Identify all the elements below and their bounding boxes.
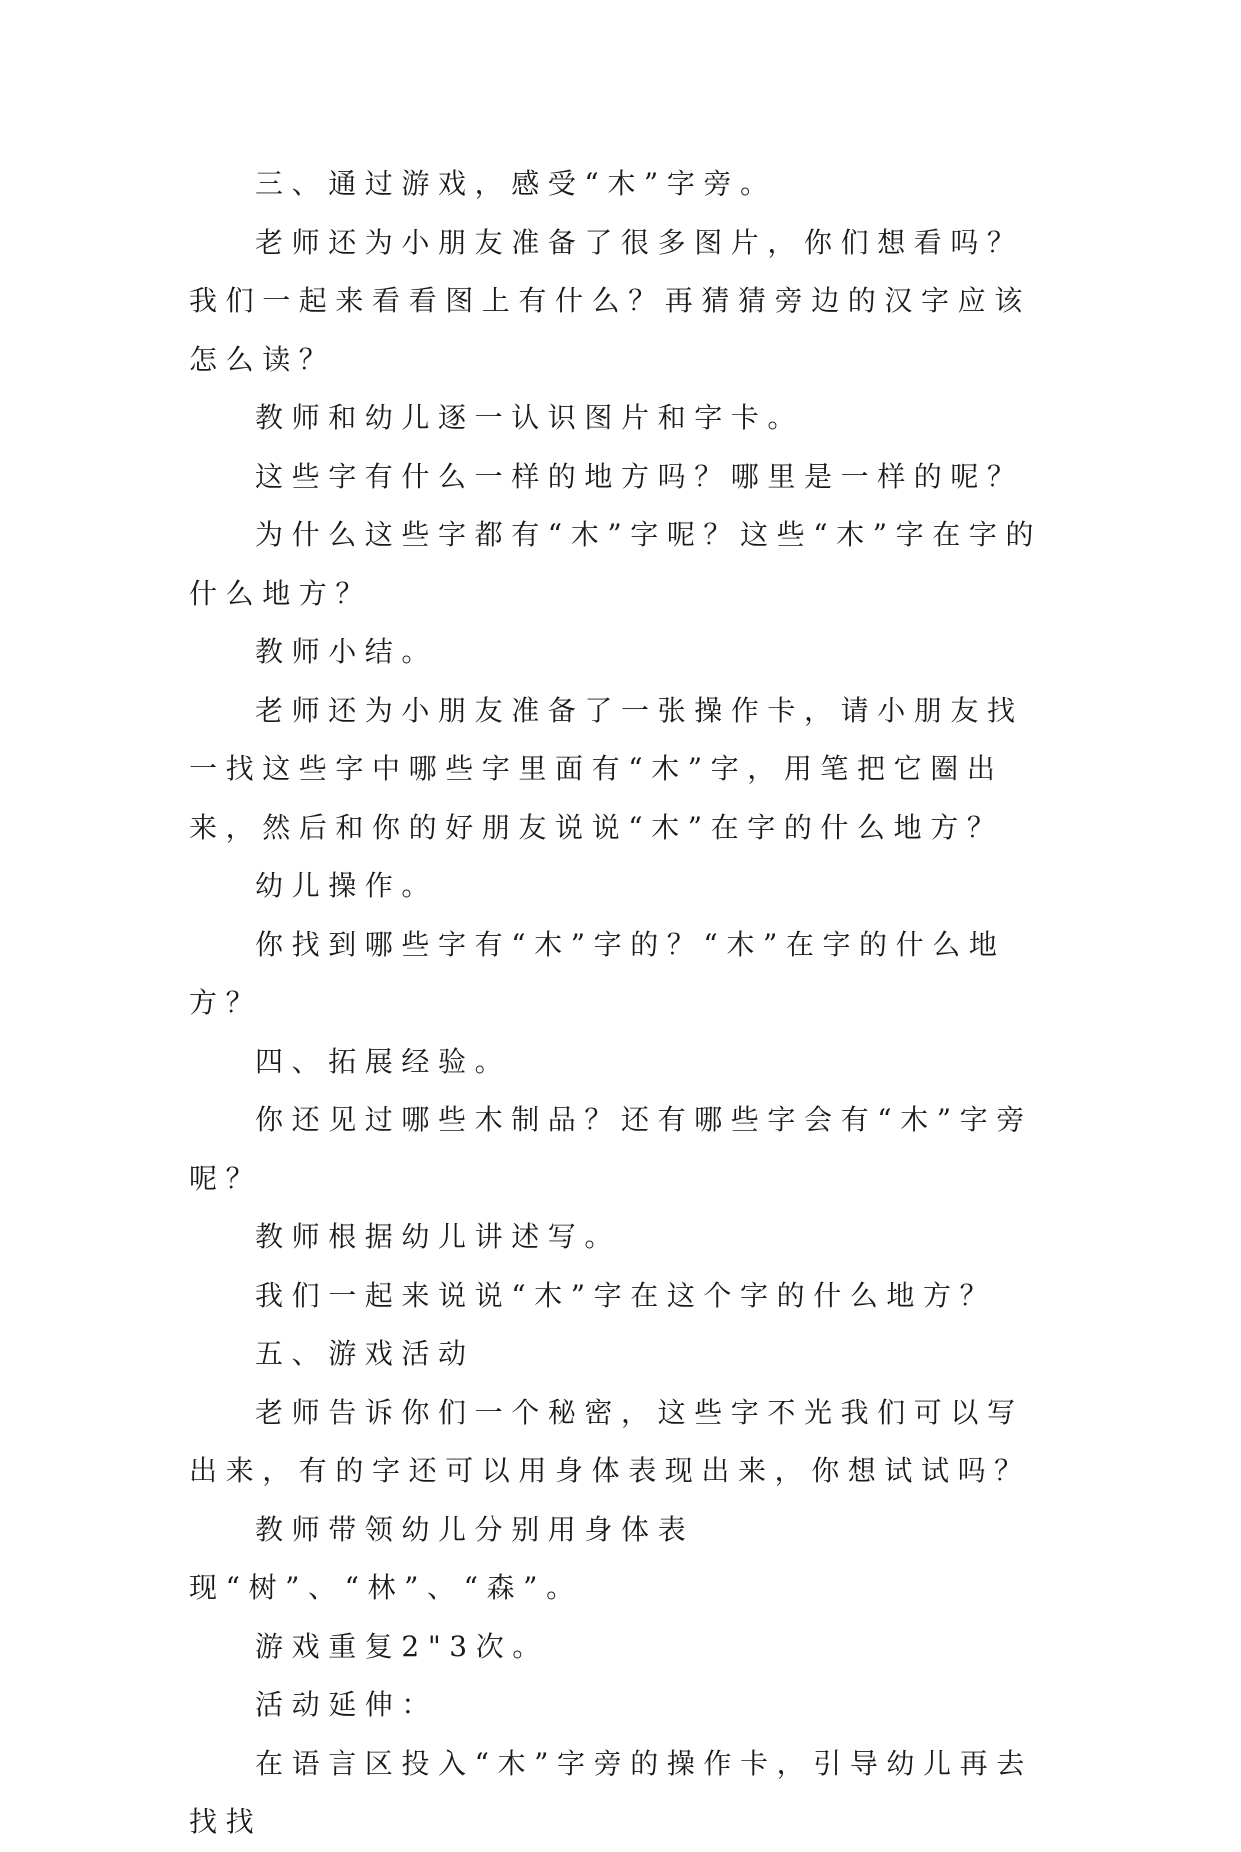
paragraph: 教师小结。 <box>255 635 439 668</box>
paragraph: 你找到哪些字有“木”字的？“木”在字的什么地方？ <box>189 927 1006 1019</box>
section-heading-three: 三、通过游戏，感受“木”字旁。 <box>255 167 777 200</box>
paragraph: 老师还为小朋友准备了一张操作卡，请小朋友找一找这些字中哪些字里面有“木”字，用笔把它圈出来，然后和你的好朋友说说“木”在字的什么地方？ <box>189 693 1024 844</box>
section-heading-five: 五、游戏活动 <box>255 1337 475 1370</box>
paragraph: 教师根据幼儿讲述写。 <box>255 1220 622 1253</box>
paragraph: 老师还为小朋友准备了很多图片，你们想看吗？我们一起来看看图上有什么？再猜猜旁边的汉字应该怎么读？ <box>189 225 1031 376</box>
paragraph: 活动延伸： <box>255 1688 439 1721</box>
paragraph: 教师和幼儿逐一认识图片和字卡。 <box>255 401 805 434</box>
paragraph: 在语言区投入“木”字旁的操作卡，引导幼儿再去找找 <box>189 1746 1033 1838</box>
paragraph: 老师告诉你们一个秘密，这些字不光我们可以写出来，有的字还可以用身体表现出来，你想试试吗？ <box>189 1395 1031 1487</box>
paragraph: 你还见过哪些木制品？还有哪些字会有“木”字旁呢？ <box>189 1103 1033 1195</box>
paragraph: 为什么这些字都有“木”字呢？这些“木”字在字的什么地方？ <box>189 518 1043 610</box>
paragraph: 这些字有什么一样的地方吗？哪里是一样的呢？ <box>255 459 1024 493</box>
paragraph: 教师带领幼儿分别用身体表现“树”、“林”、“森”。 <box>189 1512 695 1604</box>
paragraph: 我们一起来说说“木”字在这个字的什么地方？ <box>255 1278 997 1312</box>
document-body <box>189 155 1059 1852</box>
section-heading-four: 四、拓展经验。 <box>255 1044 512 1078</box>
paragraph: 游戏重复2"3次。 <box>255 1629 549 1663</box>
paragraph: 幼儿操作。 <box>255 869 439 902</box>
